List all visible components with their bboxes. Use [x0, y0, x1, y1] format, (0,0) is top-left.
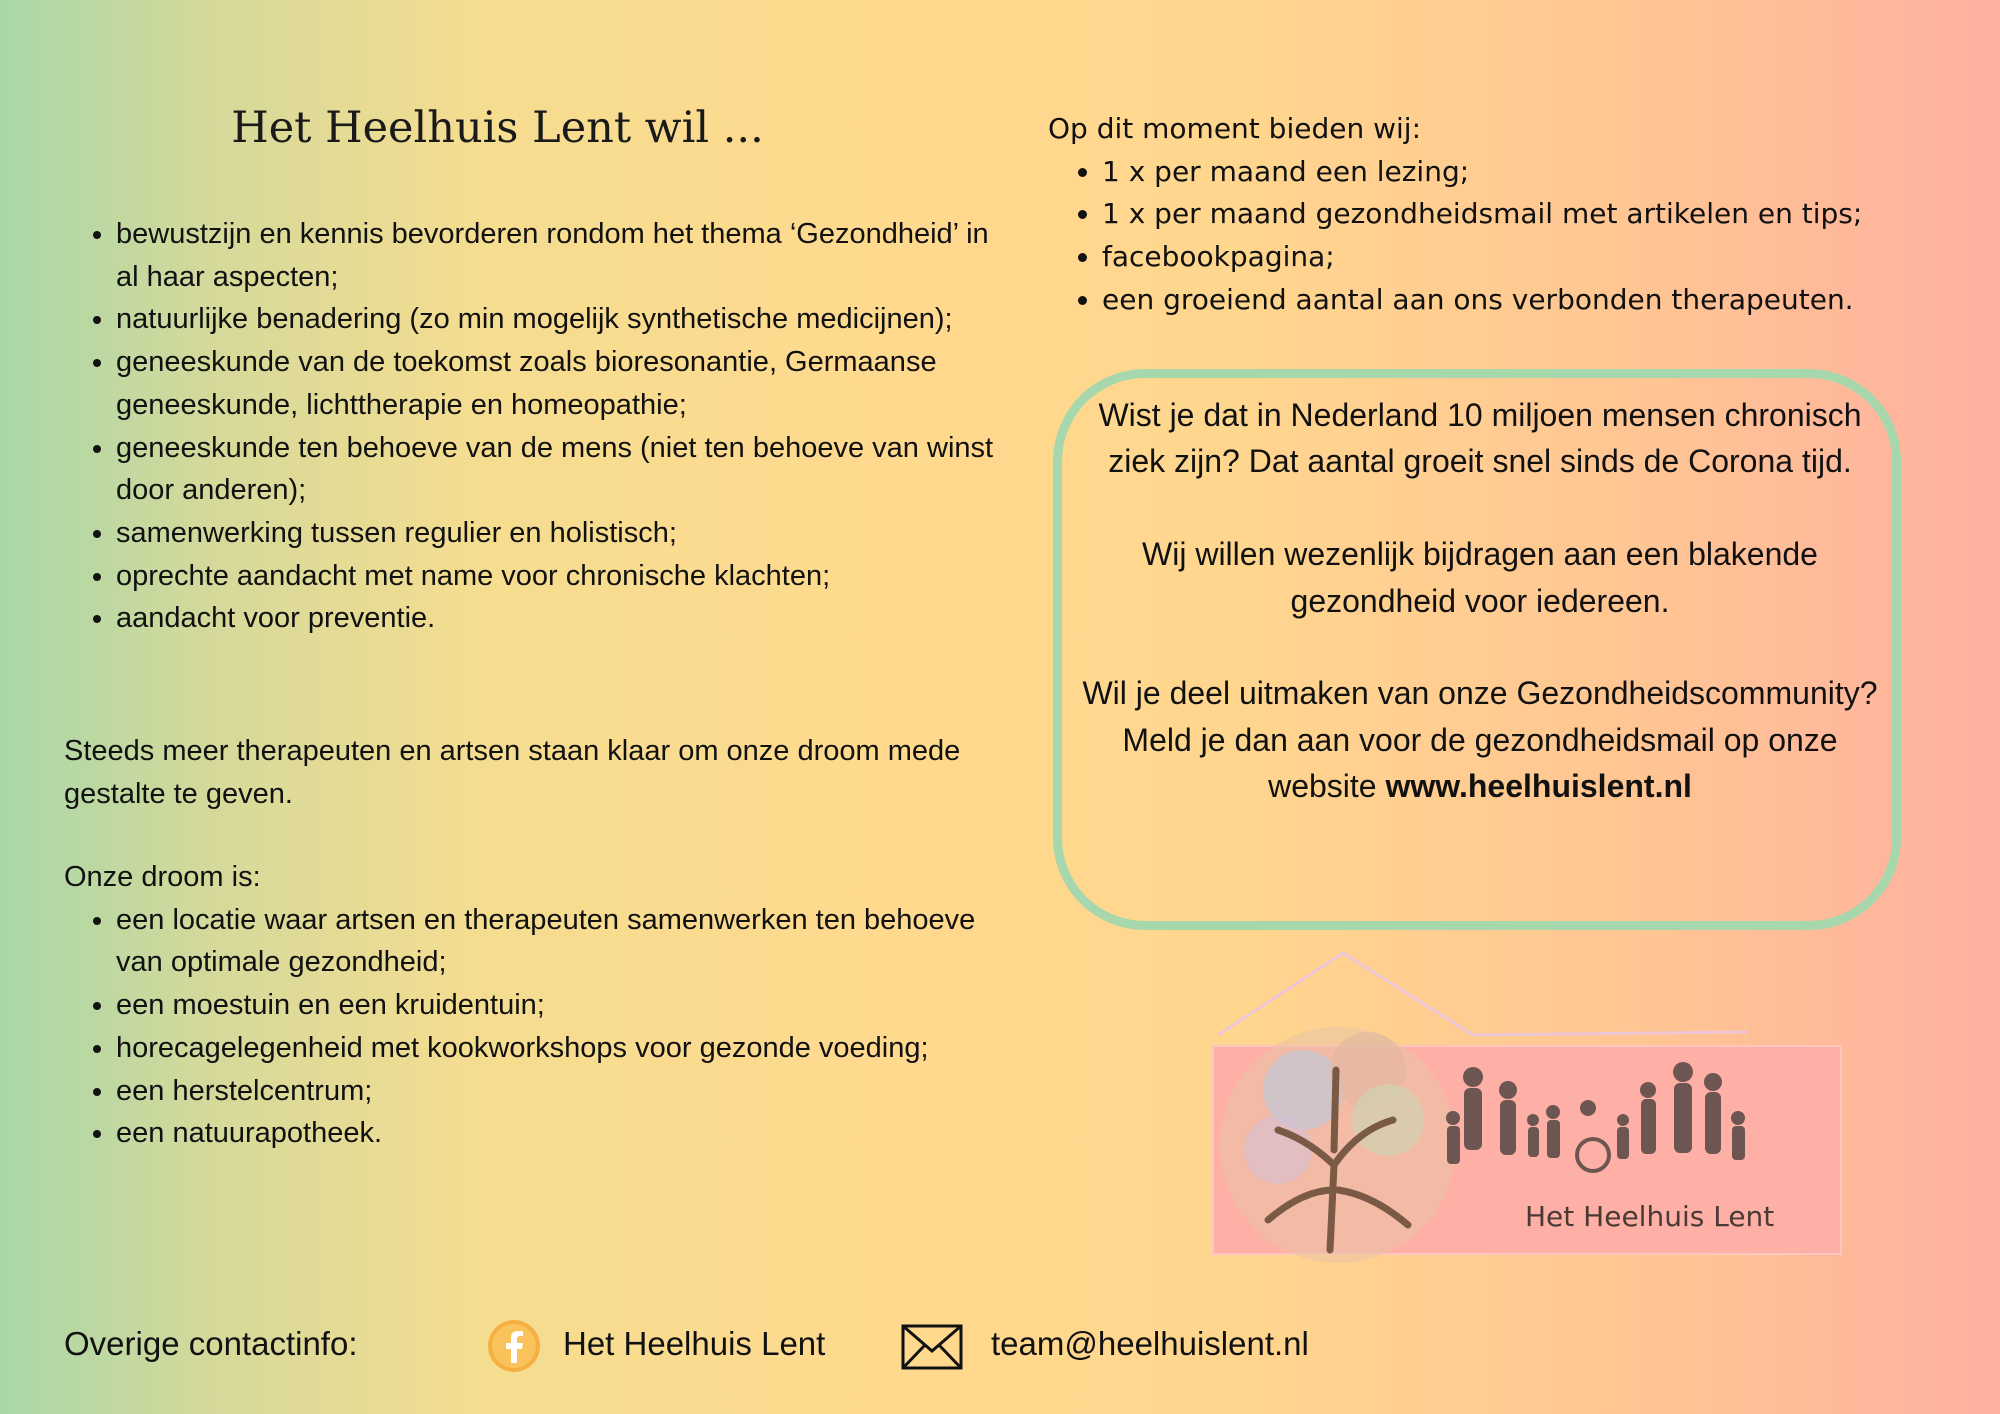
callout-signup-text: Meld je dan aan voor de gezondheidsmail op onze website — [1122, 721, 1838, 805]
dream-intro-paragraph: Steeds meer therapeuten en artsen staan klaar om onze droom mede gestalte te geven. — [64, 735, 961, 810]
logo-text: Het Heelhuis Lent — [1525, 1200, 1775, 1233]
page-title: Het Heelhuis Lent wil ... — [231, 103, 764, 153]
list-item: • horecagelegenheid met kookworkshops voor gezonde voeding; — [116, 1027, 1004, 1070]
contact-label: Overige contactinfo: — [64, 1325, 358, 1362]
roof-line — [1218, 953, 1748, 1035]
list-item: • een herstelcentrum; — [116, 1070, 1004, 1113]
facebook-link[interactable]: Het Heelhuis Lent — [563, 1325, 826, 1362]
callout-paragraph: Wil je deel uitmaken van onze Gezondheidscommunity? — [1082, 675, 1878, 712]
mail-icon[interactable] — [900, 1323, 964, 1371]
facebook-icon[interactable] — [487, 1319, 541, 1373]
offer-section — [1048, 108, 1978, 322]
list-item: • geneeskunde ten behoeve van de mens (niet ten behoeve van winst door anderen); — [116, 427, 1004, 512]
list-item: • een locatie waar artsen en therapeuten samenwerken ten behoeve van optimale gezondheid; — [116, 899, 1004, 984]
dream-heading: Onze droom is: — [64, 861, 261, 893]
email-link[interactable]: team@heelhuislent.nl — [991, 1325, 1309, 1362]
list-item: • een moestuin en een kruidentuin; — [116, 984, 1004, 1027]
list-item: • 1 x per maand een lezing; — [1102, 151, 1978, 194]
offer-heading: Op dit moment bieden wij: — [1048, 112, 1421, 145]
list-item: • oprechte aandacht met name voor chronische klachten; — [116, 555, 1004, 598]
callout-paragraph: Wij willen wezenlijk bijdragen aan een blakende gezondheid voor iedereen. — [1142, 536, 1818, 619]
list-item: • bewustzijn en kennis bevorderen rondom het thema ‘Gezondheid’ in al haar aspecten; — [116, 213, 1004, 298]
list-item: • facebookpagina; — [1102, 236, 1978, 279]
callout-paragraph — [1070, 717, 1890, 810]
list-item: • geneeskunde van de toekomst zoals bioresonantie, Germaanse geneeskunde, lichttherapie en homeopathie; — [116, 341, 1004, 426]
list-item: • een groeiend aantal aan ons verbonden therapeuten. — [1102, 279, 1978, 322]
goals-list — [64, 213, 1004, 640]
list-item: • een natuurapotheek. — [116, 1112, 1004, 1155]
website-link[interactable]: www.heelhuislent.nl — [1385, 768, 1692, 805]
family-silhouette — [1446, 1062, 1745, 1171]
callout-text — [1070, 392, 1890, 810]
dream-section — [64, 856, 1004, 1155]
callout-paragraph: Wist je dat in Nederland 10 miljoen mensen chronisch ziek zijn? Dat aantal groeit snel sinds de Corona tijd. — [1098, 397, 1862, 480]
list-item: • natuurlijke benadering (zo min mogelijk synthetische medicijnen); — [116, 298, 1004, 341]
list-item: • 1 x per maand gezondheidsmail met artikelen en tips; — [1102, 193, 1978, 236]
tree-of-life-logo — [1220, 1027, 1456, 1263]
list-item: • aandacht voor preventie. — [116, 597, 1004, 640]
list-item: • samenwerking tussen regulier en holistisch; — [116, 512, 1004, 555]
